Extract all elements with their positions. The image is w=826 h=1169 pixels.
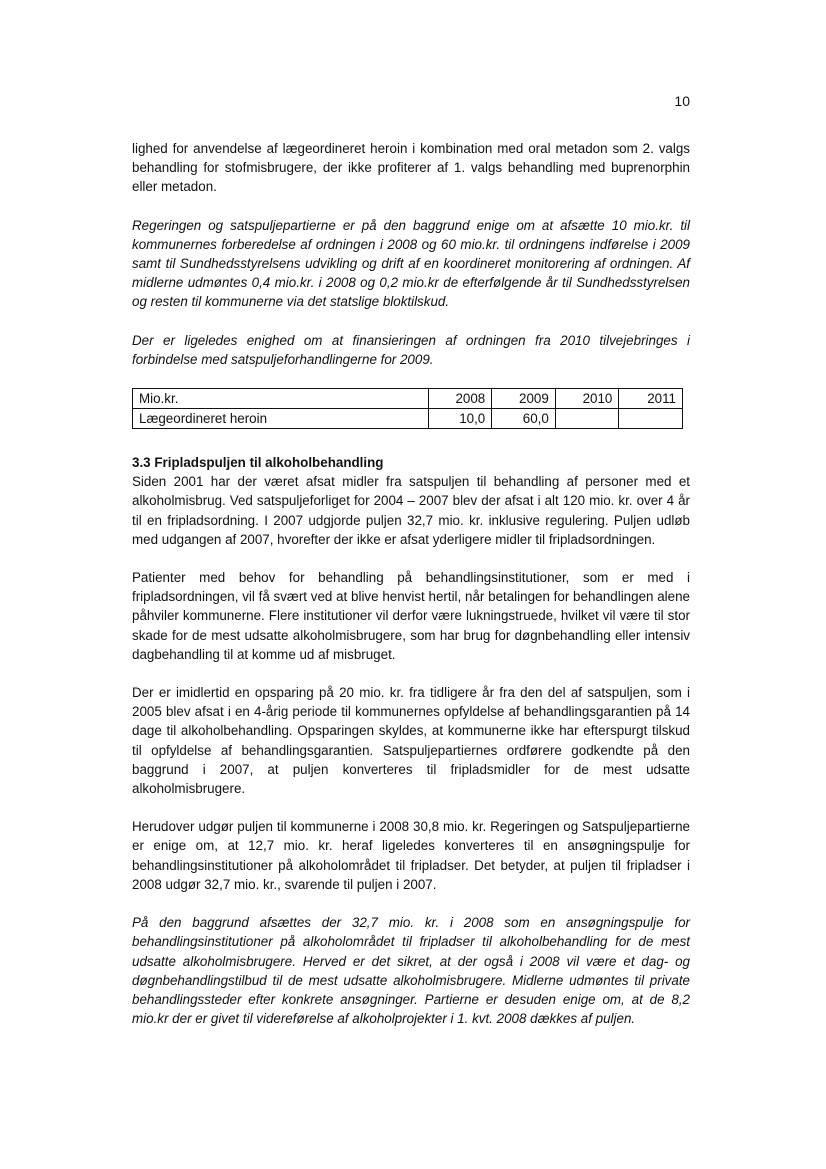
table-cell <box>619 409 683 429</box>
table-cell: Mio.kr. <box>133 389 429 409</box>
table-cell: 2008 <box>428 389 492 409</box>
page-number: 10 <box>674 93 690 109</box>
table-row <box>133 409 683 429</box>
budget-table <box>132 388 683 429</box>
table-header-row <box>133 389 683 409</box>
section-heading: 3.3 Fripladspuljen til alkoholbehandling <box>132 455 384 471</box>
table-cell: 10,0 <box>428 409 492 429</box>
paragraph: lighed for anvendelse af lægeordineret heroin i kombination med oral metadon som 2. valgs behandling for stofmisbrugere, der ikke profiterer af 1. valgs behandling med buprenorphin eller metadon. <box>132 141 690 195</box>
paragraph: Patienter med behov for behandling på behandlingsinstitutioner, som er med i fripladsordningen, vil få svært ved at blive henvist hertil, når betalingen for behandlingen alene påhviler kommunerne. Flere institutioner vil derfor være lukningstruede, hvilket vil være til stor skade for de mest udsatte alkoholmisbrugere, som har brug for døgnbehandling eller intensiv dagbehandling til at komme ud af misbruget. <box>132 570 690 662</box>
table-cell <box>555 409 619 429</box>
paragraph-italic: Der er ligeledes enighed om at finansieringen af ordningen fra 2010 tilvejebringes i forbindelse med satspuljeforhandlingerne for 2009. <box>132 332 690 367</box>
paragraph-italic: På den baggrund afsættes der 32,7 mio. kr. i 2008 som en ansøgningspulje for behandlingsinstitutioner på alkoholområdet til fripladser til alkoholbehandling for de mest udsatte alkoholmisbrugere. Herved er det sikret, at der også i 2008 vil være et dag- og døgnbehandlingstilbud til de mest udsatte alkoholmisbrugere. Midlerne udmøntes til private behandlingssteder efter konkrete ansøgninger. Partierne er desuden enige om, at de 8,2 mio.kr der er givet til videreførelse af alkoholprojekter i 1. kvt. 2008 dækkes af puljen. <box>132 915 690 1027</box>
table-cell: 2011 <box>619 389 683 409</box>
table-cell: 2009 <box>492 389 556 409</box>
document-body <box>132 139 690 1028</box>
table-cell: 60,0 <box>492 409 556 429</box>
table-cell: 2010 <box>555 389 619 409</box>
table-cell: Lægeordineret heroin <box>133 409 429 429</box>
paragraph-italic: Regeringen og satspuljepartierne er på den baggrund enige om at afsætte 10 mio.kr. til kommunernes forberedelse af ordningen i 2008 og 60 mio.kr. til ordningens indførelse i 2009 samt til Sundhedsstyrelsens udvikling og drift af en koordineret monitorering af ordningen. Af midlerne udmøntes 0,4 mio.kr. i 2008 og 0,2 mio.kr de efterfølgende år til Sundhedsstyrelsen og resten til kommunerne via det statslige bloktilskud. <box>132 217 690 310</box>
paragraph: Siden 2001 har der været afsat midler fra satspuljen til behandling af personer med et alkoholmisbrug. Ved satspuljeforliget for 2004 – 2007 blev der afsat i alt 120 mio. kr. over 4 år til en fripladsordning. I 2007 udgjorde puljen 32,7 mio. kr. inklusive regulering. Puljen udløb med udgangen af 2007, hvorefter der ikke er afsat yderligere midler til fripladsordningen. <box>132 474 690 547</box>
paragraph: Der er imidlertid en opsparing på 20 mio. kr. fra tidligere år fra den del af satspuljen, som i 2005 blev afsat i en 4-årig periode til kommunernes opfyldelse af behandlingsgarantien på 14 dage til alkoholbehandling. Opsparingen skyldes, at kommunerne ikke har efterspurgt tilskud til opfyldelse af behandlingsgarantien. Satspuljepartiernes ordførere godkendte på den baggrund i 2007, at puljen konverteres til fripladsmidler for de mest udsatte alkoholmisbrugere. <box>132 685 690 797</box>
paragraph: Herudover udgør puljen til kommunerne i 2008 30,8 mio. kr. Regeringen og Satspuljepartierne er enige om, at 12,7 mio. kr. heraf ligeledes konverteres til en ansøgningspulje for behandlingsinstitutioner på alkoholområdet til fripladser. Det betyder, at puljen til fripladser i 2008 udgør 32,7 mio. kr., svarende til puljen i 2007. <box>132 819 690 892</box>
